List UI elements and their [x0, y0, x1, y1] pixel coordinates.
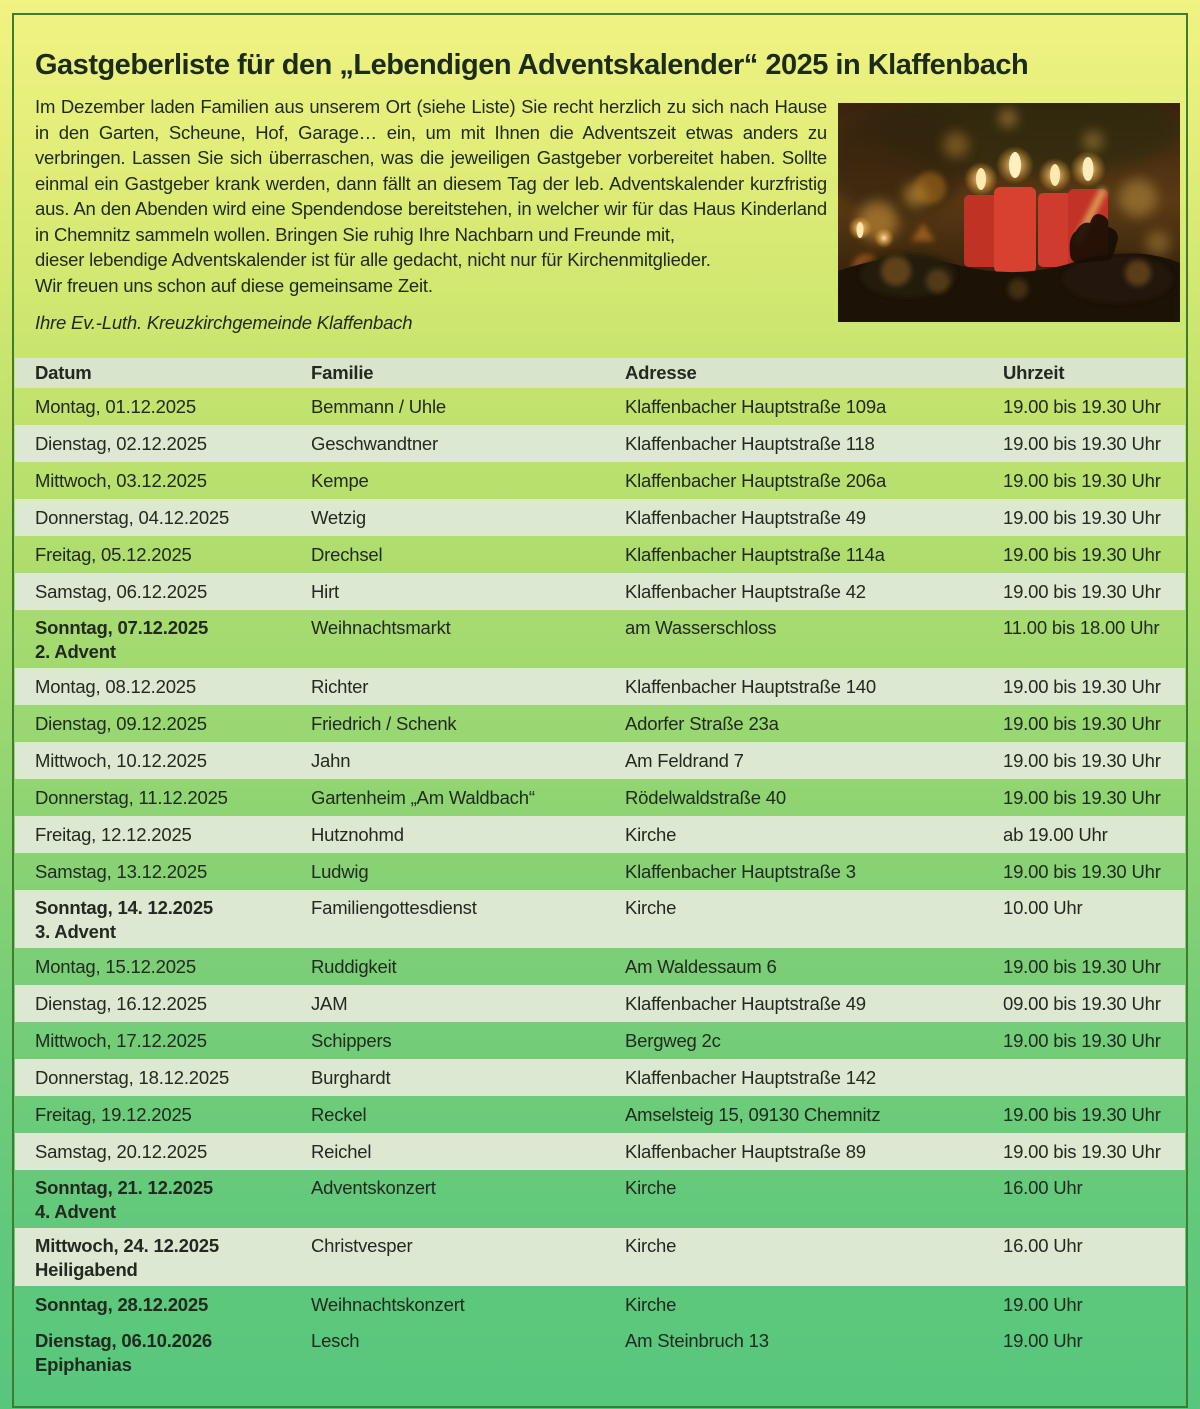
cell-adresse: Kirche	[625, 1235, 677, 1256]
cell-familie: Reckel	[311, 1103, 367, 1125]
cell-datum: Sonntag, 07.12.2025 2. Advent	[35, 617, 209, 662]
cell-adresse: Am Feldrand 7	[625, 749, 744, 771]
table-row	[15, 462, 1185, 499]
intro-paragraph	[35, 94, 827, 298]
table-row	[15, 536, 1185, 573]
cell-familie: Drechsel	[311, 543, 383, 565]
cell-uhrzeit: 09.00 bis 19.30 Uhr	[1003, 992, 1161, 1014]
cell-datum: Montag, 15.12.2025	[35, 955, 196, 977]
cell-familie: Ludwig	[311, 860, 369, 882]
cell-adresse: Klaffenbacher Hauptstraße 109a	[625, 395, 887, 417]
intro-text-1: Im Dezember laden Familien aus unserem Ort (siehe Liste) Sie recht herzlich zu sich nach Hause in den Garten, Scheune, Hof, Garage… ein, um mit Ihnen die Adventszeit etwas anders zu verbringen. Lassen Sie sich überraschen, was die jeweiligen Gastgeber vorbereitet haben. Sollte einmal ein Gastgeber krank werden, dann fällt an diesem Tag der leb. Adventskalender kurzfristig aus. An den Abenden wird eine Spendendose bereitstehen, in welcher wir für das Haus Kinderland in Chemnitz sammeln wollen. Bringen Sie ruhig Ihre Nachbarn und Freunde mit,	[35, 96, 827, 245]
cell-adresse: Rödelwaldstraße 40	[625, 786, 786, 808]
cell-datum: Sonntag, 28.12.2025	[35, 1293, 209, 1315]
cell-uhrzeit: ab 19.00 Uhr	[1003, 823, 1108, 845]
cell-uhrzeit: 16.00 Uhr	[1003, 1177, 1083, 1198]
cell-adresse: Kirche	[625, 823, 677, 845]
table-row	[15, 1022, 1185, 1059]
table-body	[15, 388, 1185, 1381]
cell-datum: Sonntag, 14. 12.2025 3. Advent	[35, 897, 214, 942]
cell-uhrzeit: 10.00 Uhr	[1003, 897, 1083, 918]
cell-familie: Lesch	[311, 1330, 360, 1351]
cell-datum: Donnerstag, 04.12.2025	[35, 506, 230, 528]
cell-uhrzeit: 19.00 bis 19.30 Uhr	[1003, 1140, 1161, 1162]
cell-datum: Freitag, 12.12.2025	[35, 823, 192, 845]
table-row	[15, 948, 1185, 985]
cell-uhrzeit: 19.00 bis 19.30 Uhr	[1003, 712, 1161, 734]
header-cell-familie: Familie	[311, 362, 374, 383]
data-table	[15, 358, 1185, 1381]
table-row	[15, 388, 1185, 425]
table-row	[15, 1059, 1185, 1096]
advent-candles-photo	[838, 103, 1180, 322]
cell-uhrzeit: 11.00 bis 18.00 Uhr	[1003, 617, 1160, 638]
cell-datum: Sonntag, 21. 12.2025 4. Advent	[35, 1177, 214, 1222]
cell-uhrzeit: 19.00 Uhr	[1003, 1330, 1083, 1351]
table-row	[15, 985, 1185, 1022]
cell-familie: Reichel	[311, 1140, 372, 1162]
cell-adresse: Am Waldessaum 6	[625, 955, 777, 977]
cell-datum: Donnerstag, 18.12.2025	[35, 1066, 230, 1088]
table-row	[15, 1286, 1185, 1323]
cell-familie: Jahn	[311, 749, 351, 771]
cell-adresse: Klaffenbacher Hauptstraße 142	[625, 1066, 876, 1088]
cell-familie: Wetzig	[311, 506, 367, 528]
page-title: Gastgeberliste für den „Lebendigen Adventskalender“ 2025 in Klaffenbach	[35, 49, 1029, 82]
cell-familie: Kempe	[311, 469, 369, 491]
header-cell-datum: Datum	[35, 362, 92, 383]
cell-datum: Dienstag, 16.12.2025	[35, 992, 207, 1014]
cell-datum: Dienstag, 02.12.2025	[35, 432, 207, 454]
cell-datum: Mittwoch, 17.12.2025	[35, 1029, 207, 1051]
cell-datum: Samstag, 13.12.2025	[35, 860, 208, 882]
cell-adresse: am Wasserschloss	[625, 617, 777, 638]
cell-adresse: Adorfer Straße 23a	[625, 712, 779, 734]
cell-datum: Dienstag, 06.10.2026 Epiphanias	[35, 1330, 212, 1375]
cell-familie: Weihnachtsmarkt	[311, 617, 451, 638]
table-row	[15, 1096, 1185, 1133]
cell-familie: Geschwandtner	[311, 432, 438, 454]
cell-familie: Familiengottesdienst	[311, 897, 477, 918]
table-row	[15, 1323, 1185, 1381]
cell-datum: Dienstag, 09.12.2025	[35, 712, 207, 734]
table-row	[15, 610, 1185, 668]
cell-adresse: Klaffenbacher Hauptstraße 49	[625, 506, 866, 528]
table-row	[15, 705, 1185, 742]
cell-uhrzeit: 19.00 Uhr	[1003, 1293, 1083, 1315]
table-row	[15, 425, 1185, 462]
cell-uhrzeit: 19.00 bis 19.30 Uhr	[1003, 955, 1161, 977]
cell-uhrzeit: 19.00 bis 19.30 Uhr	[1003, 1103, 1161, 1125]
cell-familie: Burghardt	[311, 1066, 391, 1088]
table-row	[15, 853, 1185, 890]
cell-familie: Adventskonzert	[311, 1177, 436, 1198]
table-row	[15, 668, 1185, 705]
table-row	[15, 1133, 1185, 1170]
cell-familie: Hutznohmd	[311, 823, 404, 845]
cell-familie: Hirt	[311, 580, 339, 602]
cell-adresse: Klaffenbacher Hauptstraße 206a	[625, 469, 887, 491]
cell-adresse: Kirche	[625, 897, 677, 918]
cell-uhrzeit: 19.00 bis 19.30 Uhr	[1003, 580, 1161, 602]
cell-adresse: Klaffenbacher Hauptstraße 42	[625, 580, 866, 602]
cell-datum: Mittwoch, 10.12.2025	[35, 749, 207, 771]
table-row	[15, 499, 1185, 536]
cell-adresse: Klaffenbacher Hauptstraße 89	[625, 1140, 866, 1162]
cell-uhrzeit: 19.00 bis 19.30 Uhr	[1003, 395, 1161, 417]
table-row	[15, 742, 1185, 779]
cell-adresse: Bergweg 2c	[625, 1029, 721, 1051]
cell-adresse: Klaffenbacher Hauptstraße 114a	[625, 543, 885, 565]
cell-uhrzeit: 19.00 bis 19.30 Uhr	[1003, 749, 1161, 771]
cell-uhrzeit: 19.00 bis 19.30 Uhr	[1003, 543, 1161, 565]
cell-adresse: Amselsteig 15, 09130 Chemnitz	[625, 1103, 881, 1125]
cell-datum: Samstag, 20.12.2025	[35, 1140, 208, 1162]
intro-text-2: dieser lebendige Adventskalender ist für alle gedacht, nicht nur für Kirchenmitglieder.	[35, 249, 711, 270]
cell-datum: Freitag, 19.12.2025	[35, 1103, 192, 1125]
cell-datum: Mittwoch, 03.12.2025	[35, 469, 207, 491]
cell-familie: Gartenheim „Am Waldbach“	[311, 786, 535, 808]
cell-datum: Montag, 01.12.2025	[35, 395, 196, 417]
cell-familie: Ruddigkeit	[311, 955, 397, 977]
cell-uhrzeit: 19.00 bis 19.30 Uhr	[1003, 432, 1161, 454]
cell-adresse: Kirche	[625, 1293, 677, 1315]
cell-familie: JAM	[311, 992, 348, 1014]
cell-familie: Weihnachtskonzert	[311, 1293, 465, 1315]
intro-text-3: Wir freuen uns schon auf diese gemeinsame Zeit.	[35, 274, 433, 296]
cell-uhrzeit: 16.00 Uhr	[1003, 1235, 1083, 1256]
cell-adresse: Klaffenbacher Hauptstraße 49	[625, 992, 866, 1014]
header-cell-uhrzeit: Uhrzeit	[1003, 362, 1065, 383]
cell-adresse: Klaffenbacher Hauptstraße 118	[625, 432, 875, 454]
cell-uhrzeit: 19.00 bis 19.30 Uhr	[1003, 1029, 1161, 1051]
cell-adresse: Klaffenbacher Hauptstraße 140	[625, 675, 876, 697]
signature-line: Ihre Ev.-Luth. Kreuzkirchgemeinde Klaffenbach	[35, 312, 413, 333]
table-row	[15, 816, 1185, 853]
table-row	[15, 1170, 1185, 1228]
table-row	[15, 1228, 1185, 1286]
cell-familie: Friedrich / Schenk	[311, 712, 457, 734]
cell-uhrzeit: 19.00 bis 19.30 Uhr	[1003, 506, 1161, 528]
cell-familie: Bemmann / Uhle	[311, 395, 446, 417]
cell-uhrzeit: 19.00 bis 19.30 Uhr	[1003, 675, 1161, 697]
cell-datum: Freitag, 05.12.2025	[35, 543, 192, 565]
cell-familie: Schippers	[311, 1029, 392, 1051]
cell-datum: Montag, 08.12.2025	[35, 675, 196, 697]
cell-adresse: Klaffenbacher Hauptstraße 3	[625, 860, 856, 882]
table-header-row	[15, 358, 1185, 388]
table-row	[15, 573, 1185, 610]
cell-uhrzeit: 19.00 bis 19.30 Uhr	[1003, 786, 1161, 808]
table-row	[15, 779, 1185, 816]
cell-adresse: Kirche	[625, 1177, 677, 1198]
cell-uhrzeit	[1003, 1059, 1185, 1096]
cell-datum: Mittwoch, 24. 12.2025 Heiligabend	[35, 1235, 219, 1280]
cell-uhrzeit: 19.00 bis 19.30 Uhr	[1003, 469, 1161, 491]
table-row	[15, 890, 1185, 948]
cell-datum: Samstag, 06.12.2025	[35, 580, 208, 602]
cell-datum: Donnerstag, 11.12.2025	[35, 786, 228, 808]
cell-uhrzeit: 19.00 bis 19.30 Uhr	[1003, 860, 1161, 882]
header-cell-adresse: Adresse	[625, 362, 697, 383]
cell-adresse: Am Steinbruch 13	[625, 1330, 769, 1351]
cell-familie: Christvesper	[311, 1235, 413, 1256]
cell-familie: Richter	[311, 675, 369, 697]
